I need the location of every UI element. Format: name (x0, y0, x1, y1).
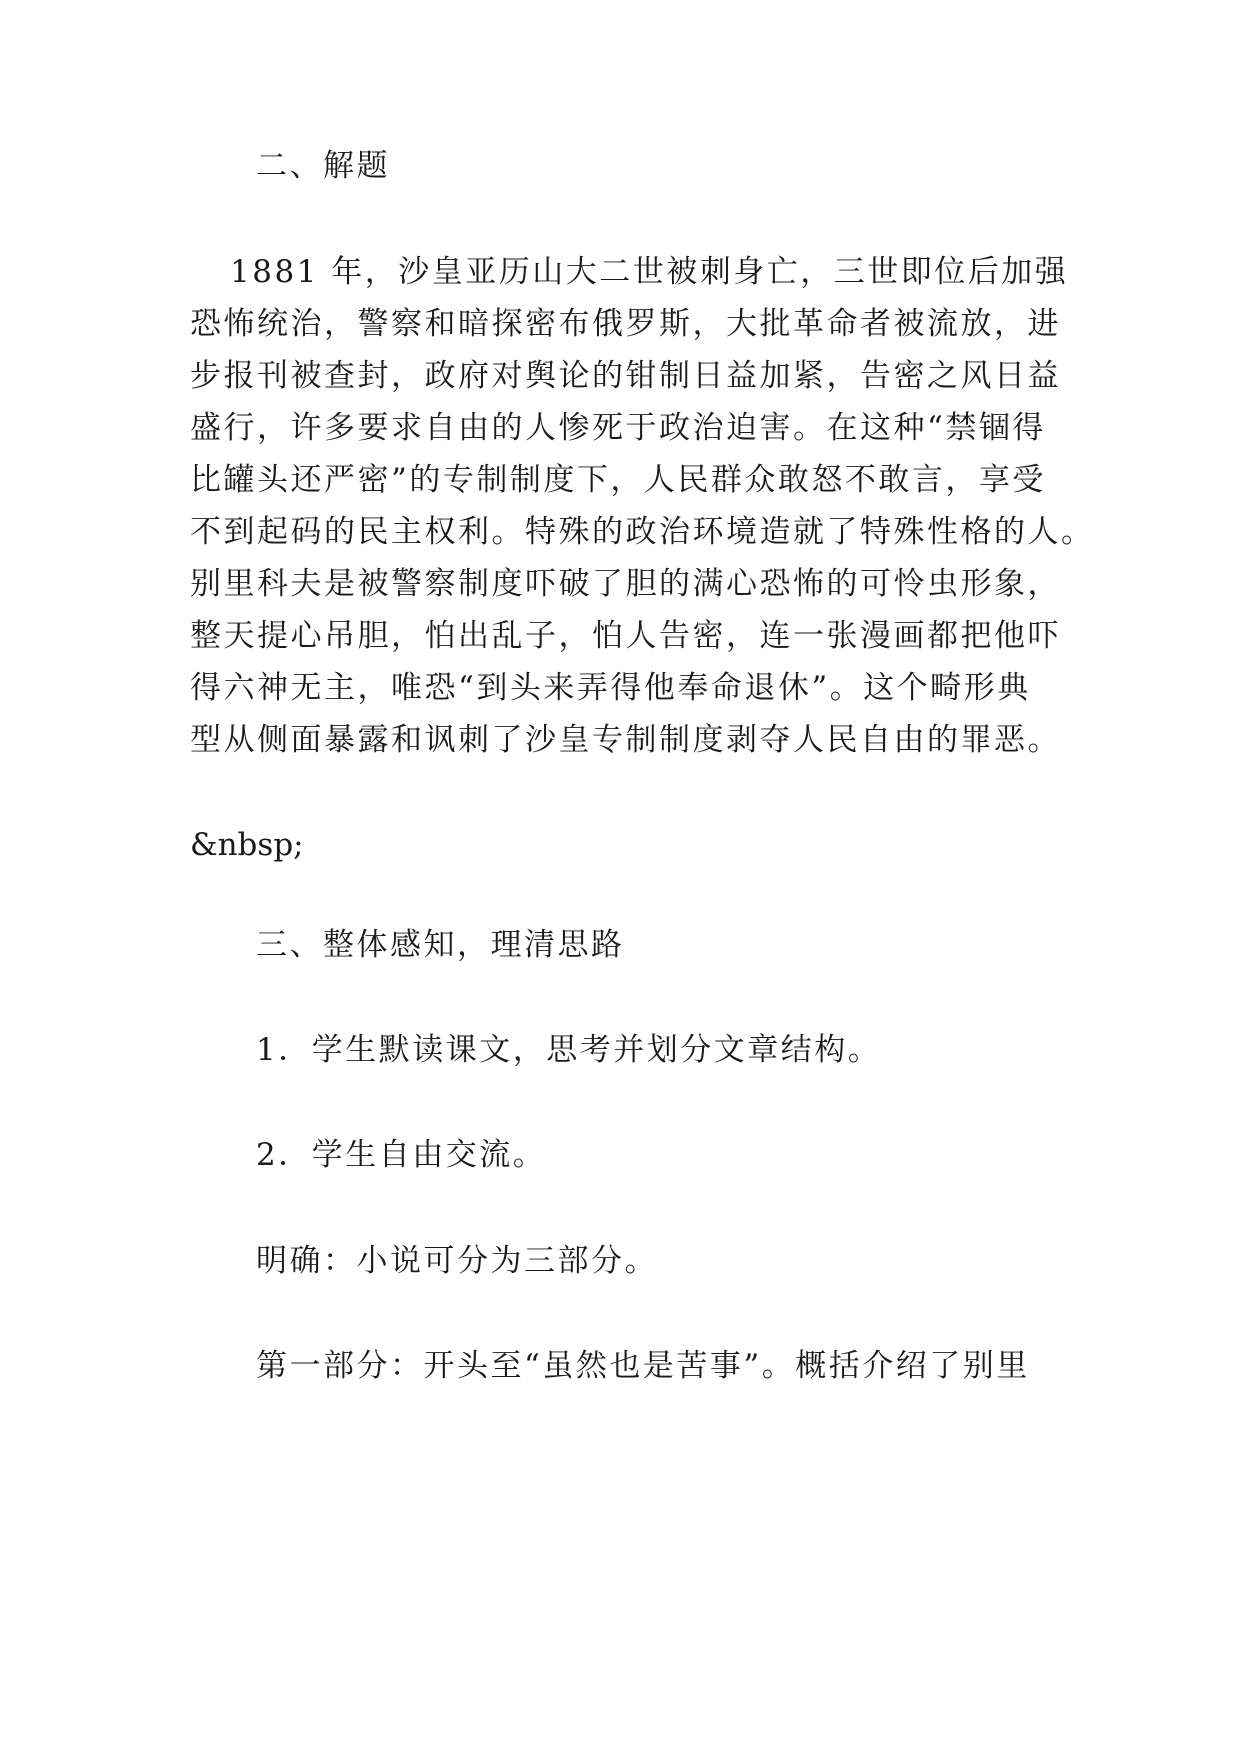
section-heading-2: 二、解题 (256, 148, 390, 184)
paragraph-line: 得六神无主，唯恐“到头来弄得他奉命退休”。这个畸形典 (190, 670, 1031, 706)
list-item-2: 2．学生自由交流。 (256, 1137, 547, 1173)
part-1-text: 第一部分：开头至“虽然也是苦事”。概括介绍了别里 (256, 1348, 1030, 1384)
paragraph-line: 型从侧面暴露和讽刺了沙皇专制制度剥夺人民自由的罪恶。 (190, 722, 1061, 758)
paragraph-line: 不到起码的民主权利。特殊的政治环境造就了特殊性格的人。 (190, 514, 1095, 550)
list-item-1: 1．学生默读课文，思考并划分文章结构。 (256, 1032, 882, 1068)
nbsp-text: &nbsp; (190, 827, 304, 863)
clarify-text: 明确：小说可分为三部分。 (256, 1243, 658, 1279)
section-heading-3: 三、整体感知，理清思路 (256, 927, 625, 963)
paragraph-line: 1881 年，沙皇亚历山大二世被刺身亡，三世即位后加强 (230, 254, 1069, 290)
paragraph-line: 比罐头还严密”的专制制度下，人民群众敢怒不敢言，享受 (190, 462, 1046, 498)
paragraph-line: 恐怖统治，警察和暗探密布俄罗斯，大批革命者被流放，进 (190, 306, 1061, 342)
paragraph-line: 步报刊被查封，政府对舆论的钳制日益加紧，告密之风日益 (190, 358, 1061, 394)
paragraph-line: 盛行，许多要求自由的人惨死于政治迫害。在这种“禁锢得 (190, 410, 1046, 446)
paragraph-line: 别里科夫是被警察制度吓破了胆的满心恐怖的可怜虫形象， (190, 566, 1061, 602)
paragraph-line: 整天提心吊胆，怕出乱子，怕人告密，连一张漫画都把他吓 (190, 618, 1061, 654)
